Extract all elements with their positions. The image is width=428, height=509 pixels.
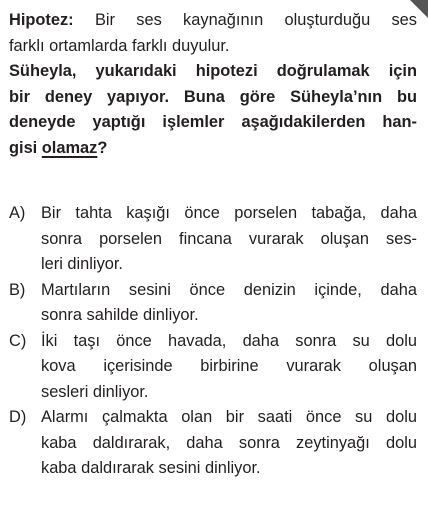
prompt-last-prefix: gisi <box>9 138 42 157</box>
prompt-line-1: Süheyla, yukarıdaki hipotezi doğrulamak için <box>9 62 417 80</box>
option-letter: D) <box>9 408 27 426</box>
hypothesis-text: Bir ses kaynağının oluşturduğu ses <box>73 11 417 29</box>
option-line: sonra porselen fincana vurarak oluşan ses- <box>41 229 417 248</box>
option-a[interactable] <box>9 201 417 278</box>
option-line: kova içerisinde birbirine vurarak oluşan <box>41 357 417 375</box>
prompt-line-2: bir deney yapıyor. Buna göre Süheyla’nın bu <box>9 87 417 106</box>
hypothesis-line-2: farklı ortamlarda farklı duyulur. <box>9 36 230 55</box>
option-line: kaba daldırarak, daha sonra zeytinyağı dolu <box>41 433 417 452</box>
prompt-emphasis: olamaz <box>41 138 98 157</box>
prompt-line-3: deneyde yaptığı işlemler aşağıdakilerden han- <box>9 113 417 131</box>
prompt-last-suffix: ? <box>97 138 108 157</box>
option-letter: C) <box>9 331 27 350</box>
option-line: İki taşı önce havada, daha sonra su dolu <box>41 331 417 350</box>
option-line: leri dinliyor. <box>41 255 123 273</box>
option-letter: B) <box>9 280 26 299</box>
hypothesis-label: Hipotez: <box>9 11 74 29</box>
prompt-line-4 <box>9 136 417 162</box>
option-d[interactable] <box>9 405 417 482</box>
option-line: sonra sahilde dinliyor. <box>41 306 199 324</box>
option-c[interactable] <box>9 329 417 406</box>
option-letter: A) <box>9 204 26 222</box>
hypothesis-line-1 <box>9 8 417 34</box>
option-b[interactable] <box>9 278 417 329</box>
option-line: Bir tahta kaşığı önce porselen tabağa, daha <box>41 204 417 222</box>
answer-options <box>9 201 417 482</box>
option-line: sesleri dinliyor. <box>41 382 149 401</box>
question-stem <box>9 8 417 161</box>
option-line: Alarmı çalmakta olan bir saati önce su dolu <box>41 408 417 426</box>
option-line: Martıların sesini önce denizin içinde, daha <box>41 280 417 299</box>
option-line: kaba daldırarak sesini dinliyor. <box>41 459 261 477</box>
